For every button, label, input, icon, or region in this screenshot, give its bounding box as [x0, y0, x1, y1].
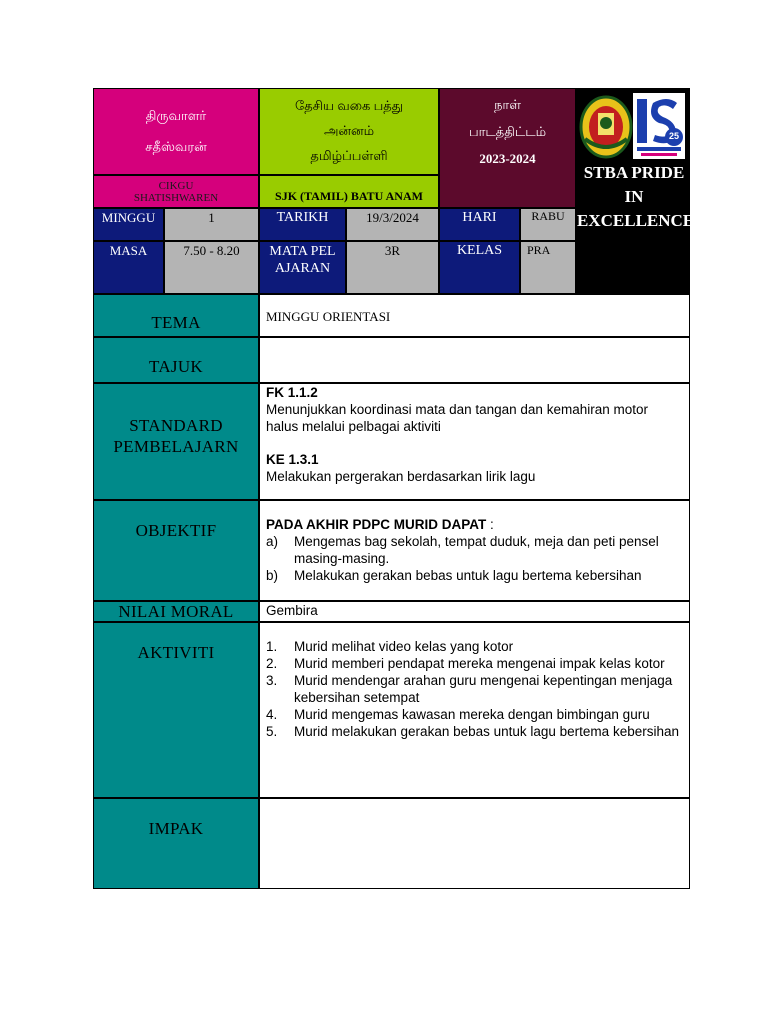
tema-label: TEMA: [151, 312, 201, 332]
nilai-value: Gembira: [266, 603, 318, 618]
teacher-tamil-cell: [93, 88, 259, 175]
tarikh-value-cell: [346, 208, 439, 241]
mata-pelajaran-value-cell: [346, 241, 439, 294]
tajuk-label: TAJUK: [149, 357, 203, 376]
list-item: [266, 567, 683, 584]
list-item: [266, 672, 683, 706]
teacher-name: CIKGU SHATISHWAREN: [133, 179, 219, 204]
objektif-text: Melakukan gerakan bebas untuk lagu bertema kebersihan: [294, 568, 642, 583]
impak-label-cell: [93, 798, 259, 889]
aktiviti-content-cell: [259, 622, 690, 798]
aktiviti-marker: 1.: [266, 639, 278, 654]
list-item: [266, 723, 683, 740]
ppd-logo: [633, 93, 685, 159]
teacher-name-cell: [93, 175, 259, 208]
aktiviti-text: Murid mengemas kawasan mereka dengan bimbingan guru: [294, 707, 650, 722]
standard-content-cell: [259, 383, 690, 500]
objektif-label: OBJEKTIF: [135, 521, 217, 540]
aktiviti-marker: 3.: [266, 673, 278, 688]
standard-label: STANDARD PEMBELAJARN: [113, 415, 239, 456]
motto-text: STBA PRIDE IN EXCELLENCE: [577, 163, 695, 230]
list-item: [266, 706, 683, 723]
nilai-label-cell: [93, 601, 259, 622]
kelas-value-cell: [520, 241, 576, 294]
tema-value-cell: [259, 294, 690, 337]
standard-label-cell: [93, 383, 259, 500]
minggu-label-cell: [93, 208, 164, 241]
tema-label-cell: [93, 294, 259, 337]
list-item: [266, 638, 683, 655]
objektif-text: Mengemas bag sekolah, tempat duduk, meja dan peti pensel masing-masing.: [294, 534, 659, 566]
school-tamil-line3: தமிழ்ப்பள்ளி: [310, 148, 388, 163]
mata-pelajaran-label-cell: [259, 241, 346, 294]
standard-code-2: KE 1.3.1: [266, 452, 319, 467]
school-crest-logo: [579, 95, 633, 159]
kelas-label: KELAS: [456, 243, 503, 258]
tajuk-label-cell: [93, 337, 259, 383]
ppd-logo-number: 25: [668, 131, 679, 141]
masa-value-cell: [164, 241, 259, 294]
aktiviti-marker: 5.: [266, 724, 278, 739]
hari-label-cell: [439, 208, 520, 241]
plan-title-line1: நாள்: [494, 97, 521, 112]
objektif-content-cell: [259, 500, 690, 601]
standard-code-1: FK 1.1.2: [266, 385, 318, 400]
minggu-value-cell: [164, 208, 259, 241]
objektif-label-cell: [93, 500, 259, 601]
aktiviti-marker: 2.: [266, 656, 278, 671]
teacher-tamil-line2: சதீஸ்வரன்: [145, 138, 207, 154]
impak-value-cell: [259, 798, 690, 889]
tema-value: MINGGU ORIENTASI: [266, 309, 391, 324]
aktiviti-label-cell: [93, 622, 259, 798]
standard-text-2: Melakukan pergerakan berdasarkan lirik lagu: [266, 469, 536, 484]
aktiviti-text: Murid mendengar arahan guru mengenai kepentingan menjaga kebersihan setempat: [294, 673, 673, 705]
tarikh-value: 19/3/2024: [366, 210, 419, 225]
aktiviti-text: Murid memberi pendapat mereka mengenai impak kelas kotor: [294, 656, 665, 671]
school-tamil-cell: [259, 88, 439, 175]
objektif-list: [266, 533, 683, 584]
nilai-label: NILAI MORAL: [118, 602, 234, 621]
nilai-value-cell: [259, 601, 690, 622]
hari-value: RABU: [531, 209, 565, 223]
standard-text-1: Menunjukkan koordinasi mata dan tangan dan kemahiran motor halus melalui pelbagai aktiviti: [266, 402, 648, 434]
logo-motto-cell: [576, 88, 695, 294]
aktiviti-text: Murid melihat video kelas yang kotor: [294, 639, 514, 654]
tajuk-value-cell: [259, 337, 690, 383]
tarikh-label-cell: [259, 208, 346, 241]
minggu-value: 1: [208, 210, 215, 225]
objektif-heading-suffix: :: [486, 517, 494, 532]
teacher-tamil-line1: திருவாளர்: [145, 107, 207, 123]
mata-pelajaran-value: 3R: [384, 243, 401, 258]
mata-pelajaran-label: MATA PELAJARAN: [269, 244, 336, 276]
masa-value: 7.50 - 8.20: [183, 243, 240, 258]
list-item: [266, 655, 683, 672]
aktiviti-marker: 4.: [266, 707, 278, 722]
aktiviti-label: AKTIVITI: [137, 643, 215, 662]
hari-label: HARI: [462, 210, 497, 225]
masa-label: MASA: [109, 243, 148, 258]
kelas-value: PRA: [527, 243, 551, 257]
plan-year: 2023-2024: [479, 151, 536, 166]
tarikh-label: TARIKH: [276, 210, 329, 225]
objektif-heading: PADA AKHIR PDPC MURID DAPAT: [266, 517, 487, 532]
aktiviti-list: [266, 638, 683, 740]
plan-title-line2: பாடத்திட்டம்: [468, 124, 547, 139]
objektif-marker: b): [266, 568, 279, 583]
school-name: SJK (TAMIL) BATU ANAM: [275, 189, 423, 203]
school-name-cell: [259, 175, 439, 208]
plan-title-cell: [439, 88, 576, 208]
objektif-heading-line: [266, 516, 683, 533]
hari-value-cell: [520, 208, 576, 241]
masa-label-cell: [93, 241, 164, 294]
list-item: [266, 533, 683, 567]
objektif-marker: a): [266, 534, 279, 549]
school-tamil-line2: அன்னம்: [323, 123, 375, 138]
minggu-label: MINGGU: [101, 210, 156, 225]
impak-label: IMPAK: [148, 819, 204, 838]
kelas-label-cell: [439, 241, 520, 294]
aktiviti-text: Murid melakukan gerakan bebas untuk lagu bertema kebersihan: [294, 724, 679, 739]
school-tamil-line1: தேசிய வகை பத்து: [295, 98, 403, 113]
